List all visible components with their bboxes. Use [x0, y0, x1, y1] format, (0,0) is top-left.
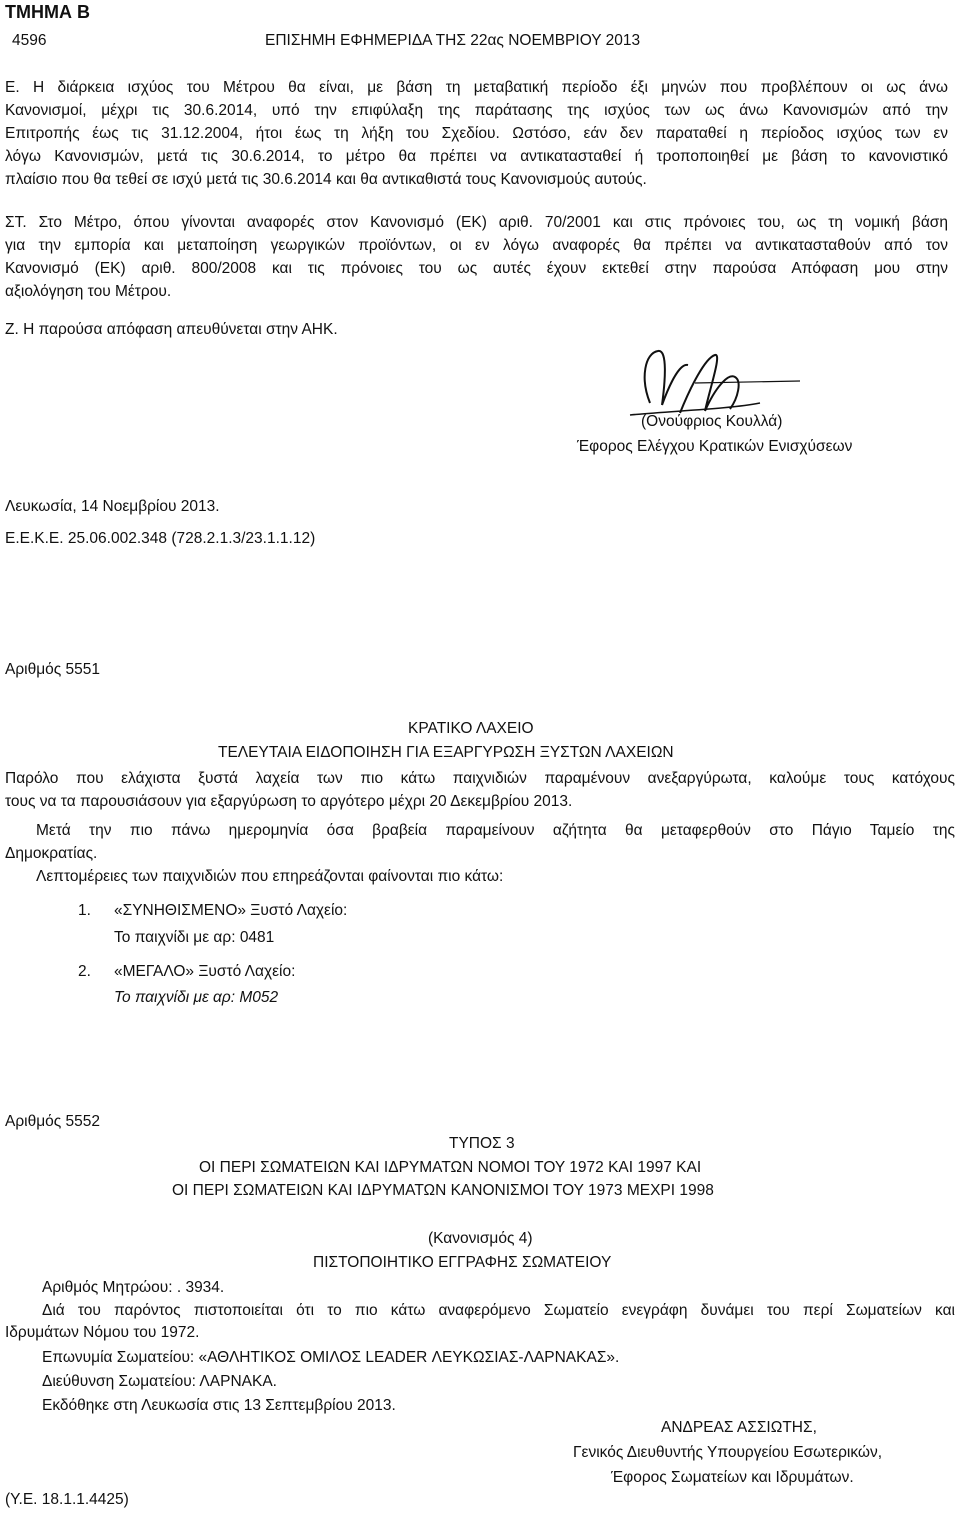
paragraph-e-line: Ε. Η διάρκεια ισχύος του Μέτρου θα είναι, με βάση τη μεταβατική περίοδο έξι μηνών που προβλέπουν οι ως άνω: [5, 79, 948, 96]
game-code: Το παιχνίδι με αρ: 0481: [114, 929, 275, 946]
paragraph-e-line: πλαίσιο που θα τεθεί σε ισχύ μετά τις 30.6.2014 και θα αντικαθιστά τους Κανονισμούς αυτούς.: [5, 171, 647, 188]
notice-number: Αριθμός 5552: [5, 1113, 101, 1130]
signatory-name: ΑΝΔΡΕΑΣ ΑΣΣΙΩΤΗΣ,: [661, 1419, 817, 1436]
paragraph-st-line: Κανονισμό (ΕΚ) αριθ. 800/2008 και τις πρόνοιες του ως αυτές έχουν εκτεθεί στην παρούσα Απόφαση μου στην: [5, 260, 948, 277]
signatory-title: Γενικός Διευθυντής Υπουργείου Εσωτερικών,: [573, 1444, 883, 1461]
notice-paragraph-line: τους να τα παρουσιάσουν για εξαργύρωση το αργότερο μέχρι 20 Δεκεμβρίου 2013.: [5, 793, 573, 810]
handwritten-signature: [610, 343, 810, 423]
issue-date: Εκδόθηκε στη Λευκωσία στις 13 Σεπτεμβρίου 2013.: [42, 1397, 396, 1414]
paragraph-st-line: για την εμπορία και μεταποίηση γεωργικών προϊόντων, οι εν λόγω αναφορές θα πρέπει να αντικατασταθούν από τον: [5, 237, 948, 254]
section-title: ΤΜΗΜΑ Β: [5, 2, 90, 22]
page-number: 4596: [12, 32, 47, 49]
game-name: «ΜΕΓΑΛΟ» Ξυστό Λαχείο:: [114, 963, 296, 980]
form-type: ΤΥΠΟΣ 3: [449, 1135, 515, 1152]
game-number: 2.: [78, 963, 91, 980]
certificate-body-line: Ιδρυμάτων Νόμου του 1972.: [5, 1324, 200, 1341]
paragraph-st-line: αξιολόγηση του Μέτρου.: [5, 283, 172, 300]
place-date: Λευκωσία, 14 Νοεμβρίου 2013.: [5, 498, 220, 515]
law-title: ΟΙ ΠΕΡΙ ΣΩΜΑΤΕΙΩΝ ΚΑΙ ΙΔΡΥΜΑΤΩΝ ΝΟΜΟΙ ΤΟΥ 1972 ΚΑΙ 1997 ΚΑΙ: [199, 1159, 702, 1176]
registry-number: Αριθμός Μητρώου: . 3934.: [42, 1279, 225, 1296]
game-number: 1.: [78, 902, 91, 919]
notice-paragraph-line: Παρόλο που ελάχιστα ξυστά λαχεία των πιο κάτω παιχνιδιών παραμένουν ανεξαργύρωτα, καλούμε τους κατόχους: [5, 770, 955, 787]
paragraph-e-line: λόγω Κανονισμών, μετά τις 30.6.2014, το μέτρο θα πρέπει να αντικατασταθεί ή τροποποιηθεί με βάση το κανονιστικό: [5, 148, 948, 165]
signatory-title: Έφορος Σωματείων και Ιδρυμάτων.: [611, 1469, 854, 1486]
law-title: ΟΙ ΠΕΡΙ ΣΩΜΑΤΕΙΩΝ ΚΑΙ ΙΔΡΥΜΑΤΩΝ ΚΑΝΟΝΙΣΜΟΙ ΤΟΥ 1973 ΜΕΧΡΙ 1998: [172, 1182, 714, 1199]
paragraph-e-line: Επιτροπής έως τις 31.12.2004, ήτοι έως τη λήξη του Σχεδίου. Ωστόσο, εάν δεν παραταθεί η περίοδος ισχύος των εν: [5, 125, 948, 142]
club-name: Επωνυμία Σωματείου: «ΑΘΛΗΤΙΚΟΣ ΟΜΙΛΟΣ LEADER ΛΕΥΚΩΣΙΑΣ-ΛΑΡΝΑΚΑΣ».: [42, 1349, 620, 1366]
game-name: «ΣΥΝΗΘΙΣΜΕΝΟ» Ξυστό Λαχείο:: [114, 902, 348, 919]
notice-number: Αριθμός 5551: [5, 661, 101, 678]
reference-number: (Υ.Ε. 18.1.1.4425): [5, 1491, 129, 1508]
certificate-body-line: Διά του παρόντος πιστοποιείται ότι το πιο κάτω αναφερόμενο Σωματείο ενεγράφη δυνάμει του περί Σωματείων και: [42, 1302, 955, 1319]
regulation-ref: (Κανονισμός 4): [428, 1230, 533, 1247]
paragraph-st-line: ΣΤ. Στο Μέτρο, όπου γίνονται αναφορές στον Κανονισμό (ΕΚ) αριθ. 70/2001 και στις πρόνοιες του, ως τη νομική βάση: [5, 214, 948, 231]
club-address: Διεύθυνση Σωματείου: ΛΑΡΝΑΚΑ.: [42, 1373, 277, 1390]
gazette-title: ΕΠΙΣΗΜΗ ΕΦΗΜΕΡΙΔΑ ΤΗΣ 22ας ΝΟΕΜΒΡΙΟΥ 2013: [265, 32, 641, 49]
notice-title: ΚΡΑΤΙΚΟ ΛΑΧΕΙΟ: [408, 720, 534, 737]
reference-number: Ε.Ε.Κ.Ε. 25.06.002.348 (728.2.1.3/23.1.1.12): [5, 530, 316, 547]
signatory-name: (Ονούφριος Κουλλά): [641, 413, 783, 430]
paragraph-z: Ζ. Η παρούσα απόφαση απευθύνεται στην ΑΗΚ.: [5, 321, 338, 338]
paragraph-e-line: Κανονισμοί, μέχρι τις 30.6.2014, υπό την επιφύλαξη της παράτασης της ισχύος των ως άνω Κανονισμών από την: [5, 102, 948, 119]
notice-paragraph-line: Δημοκρατίας.: [5, 845, 98, 862]
certificate-title: ΠΙΣΤΟΠΟΙΗΤΙΚΟ ΕΓΓΡΑΦΗΣ ΣΩΜΑΤΕΙΟΥ: [313, 1254, 612, 1271]
notice-subtitle: ΤΕΛΕΥΤΑΙΑ ΕΙΔΟΠΟΙΗΣΗ ΓΙΑ ΕΞΑΡΓΥΡΩΣΗ ΞΥΣΤΩΝ ΛΑΧΕΙΩΝ: [218, 744, 674, 761]
signatory-title: Έφορος Ελέγχου Κρατικών Ενισχύσεων: [577, 438, 853, 455]
game-code: Το παιχνίδι με αρ: Μ052: [114, 989, 279, 1006]
notice-paragraph-line: Μετά την πιο πάνω ημερομηνία όσα βραβεία παραμείνουν αζήτητα θα μεταφερθούν στο Πάγιο Ταμείο της: [36, 822, 955, 839]
notice-paragraph-line: Λεπτομέρειες των παιχνιδιών που επηρεάζονται φαίνονται πιο κάτω:: [36, 868, 504, 885]
